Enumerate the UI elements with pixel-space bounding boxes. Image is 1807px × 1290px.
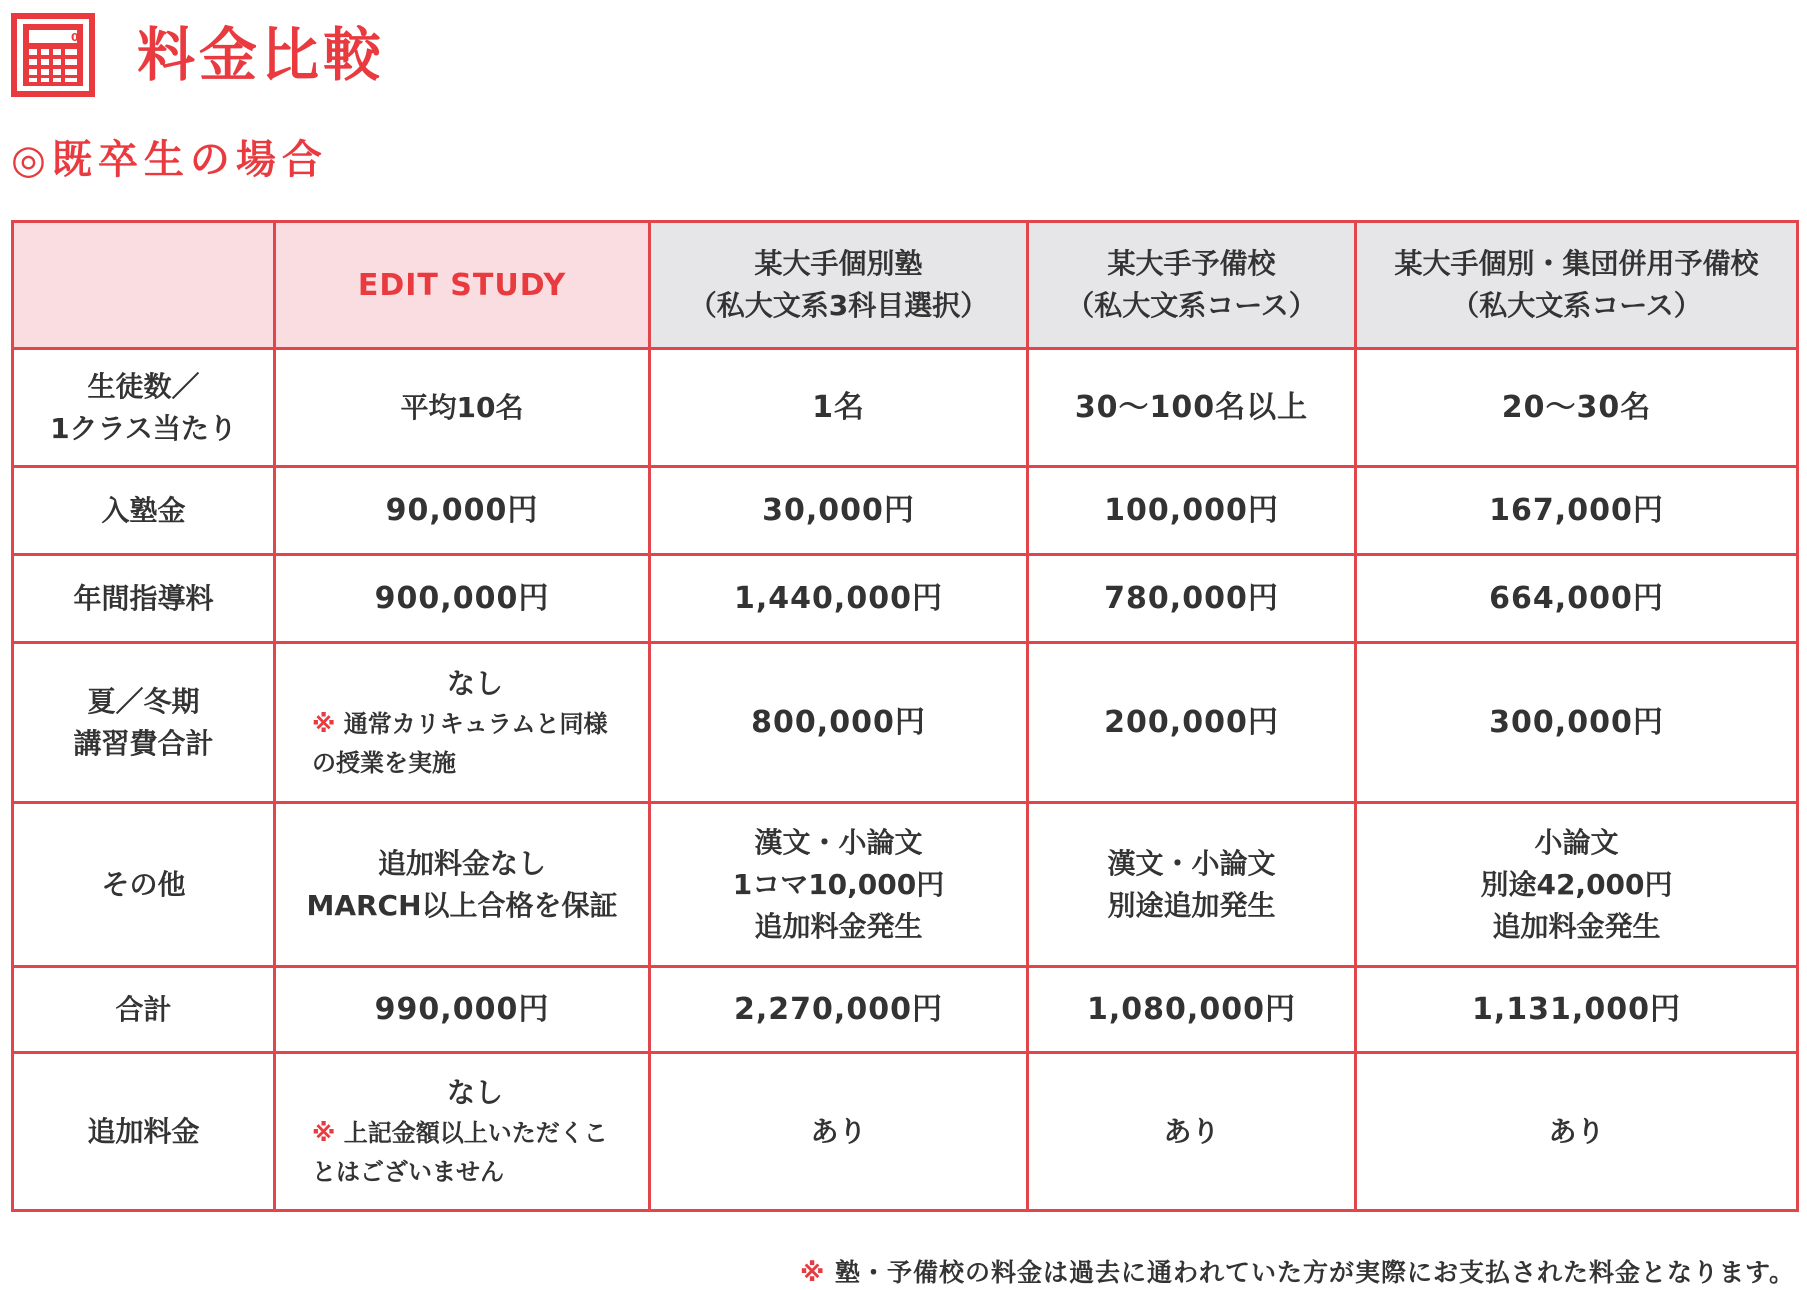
cell-competitor-1: 1名: [650, 349, 1028, 467]
cell-competitor-3: 20〜30名: [1356, 349, 1798, 467]
note-text: 上記金額以上いただくこ とはございません: [312, 1119, 608, 1186]
column-header-label: 某大手個別塾 （私大文系3科目選択）: [688, 247, 989, 322]
column-header-edit-study: EDIT STUDY: [275, 222, 650, 349]
price-comparison-table: [11, 220, 1799, 1212]
cell-note: [312, 705, 638, 782]
note-mark: ※: [312, 710, 336, 739]
row-label: [13, 349, 275, 467]
footnote-text: 塾・予備校の料金は過去に通われていた方が実際にお支払された料金となります。: [825, 1258, 1795, 1287]
cell-competitor-3: 300,000円: [1356, 643, 1798, 803]
cell-competitor-3: [1356, 803, 1798, 967]
cell-competitor-1: 800,000円: [650, 643, 1028, 803]
cell-edit-study: 900,000円: [275, 555, 650, 643]
footnote-mark: ※: [799, 1258, 826, 1287]
column-header-competitor-3: [1356, 222, 1798, 349]
cell-edit-study: 990,000円: [275, 967, 650, 1053]
cell-competitor-1: 30,000円: [650, 467, 1028, 555]
cell-main-text: なし: [446, 667, 503, 701]
row-label: 年間指導料: [13, 555, 275, 643]
cell-competitor-2: 100,000円: [1028, 467, 1356, 555]
table-header-row: [13, 222, 1798, 349]
cell-competitor-2: 1,080,000円: [1028, 967, 1356, 1053]
cell-competitor-3: あり: [1356, 1053, 1798, 1211]
cell-competitor-1: 1,440,000円: [650, 555, 1028, 643]
cell-edit-study: [275, 803, 650, 967]
row-label-text: 夏／冬期 講習費合計: [73, 684, 214, 760]
table-row: [13, 555, 1798, 643]
column-header-competitor-1: [650, 222, 1028, 349]
row-label-text: 生徒数／ 1クラス当たり: [50, 369, 237, 445]
cell-competitor-2: 30〜100名以上: [1028, 349, 1356, 467]
cell-note: [312, 1114, 638, 1191]
cell-competitor-2: 200,000円: [1028, 643, 1356, 803]
calculator-icon: [11, 13, 95, 97]
row-label: 合計: [13, 967, 275, 1053]
column-header-label: 某大手予備校 （私大文系コース）: [1066, 247, 1317, 322]
cell-text: 漢文・小論文 1コマ10,000円 追加料金発生: [732, 825, 945, 943]
cell-competitor-3: 1,131,000円: [1356, 967, 1798, 1053]
cell-competitor-2: 780,000円: [1028, 555, 1356, 643]
cell-text: 漢文・小論文 別途追加発生: [1107, 846, 1276, 922]
cell-edit-study: [275, 643, 650, 803]
svg-text:0: 0: [71, 30, 79, 44]
cell-competitor-1: 2,270,000円: [650, 967, 1028, 1053]
row-label: 追加料金: [13, 1053, 275, 1211]
cell-edit-study: [275, 1053, 650, 1211]
column-header-competitor-2: [1028, 222, 1356, 349]
cell-edit-study: 平均10名: [275, 349, 650, 467]
cell-competitor-3: 167,000円: [1356, 467, 1798, 555]
footnote: [800, 1253, 1795, 1289]
cell-text: 小論文 別途42,000円 追加料金発生: [1480, 825, 1673, 943]
cell-main-text: なし: [446, 1076, 503, 1110]
note-mark: ※: [312, 1119, 336, 1148]
table-row: [13, 967, 1798, 1053]
cell-competitor-3: 664,000円: [1356, 555, 1798, 643]
cell-text: 追加料金なし MARCH以上合格を保証: [306, 846, 618, 922]
table-row: [13, 349, 1798, 467]
row-label: その他: [13, 803, 275, 967]
table-row: [13, 803, 1798, 967]
row-label: 入塾金: [13, 467, 275, 555]
cell-edit-study: 90,000円: [275, 467, 650, 555]
page-title: 料金比較: [137, 20, 386, 89]
table-row: [13, 467, 1798, 555]
page-header: [11, 12, 385, 97]
table-row: [13, 1053, 1798, 1211]
section-title: ◎既卒生の場合: [11, 137, 328, 183]
row-label: [13, 643, 275, 803]
table-row: [13, 643, 1798, 803]
cell-competitor-2: あり: [1028, 1053, 1356, 1211]
cell-competitor-1: あり: [650, 1053, 1028, 1211]
cell-competitor-1: [650, 803, 1028, 967]
column-header-label: 某大手個別・集団併用予備校 （私大文系コース）: [1394, 247, 1759, 322]
note-text: 通常カリキュラムと同様 の授業を実施: [312, 710, 608, 777]
cell-competitor-2: [1028, 803, 1356, 967]
corner-cell: [13, 222, 275, 349]
